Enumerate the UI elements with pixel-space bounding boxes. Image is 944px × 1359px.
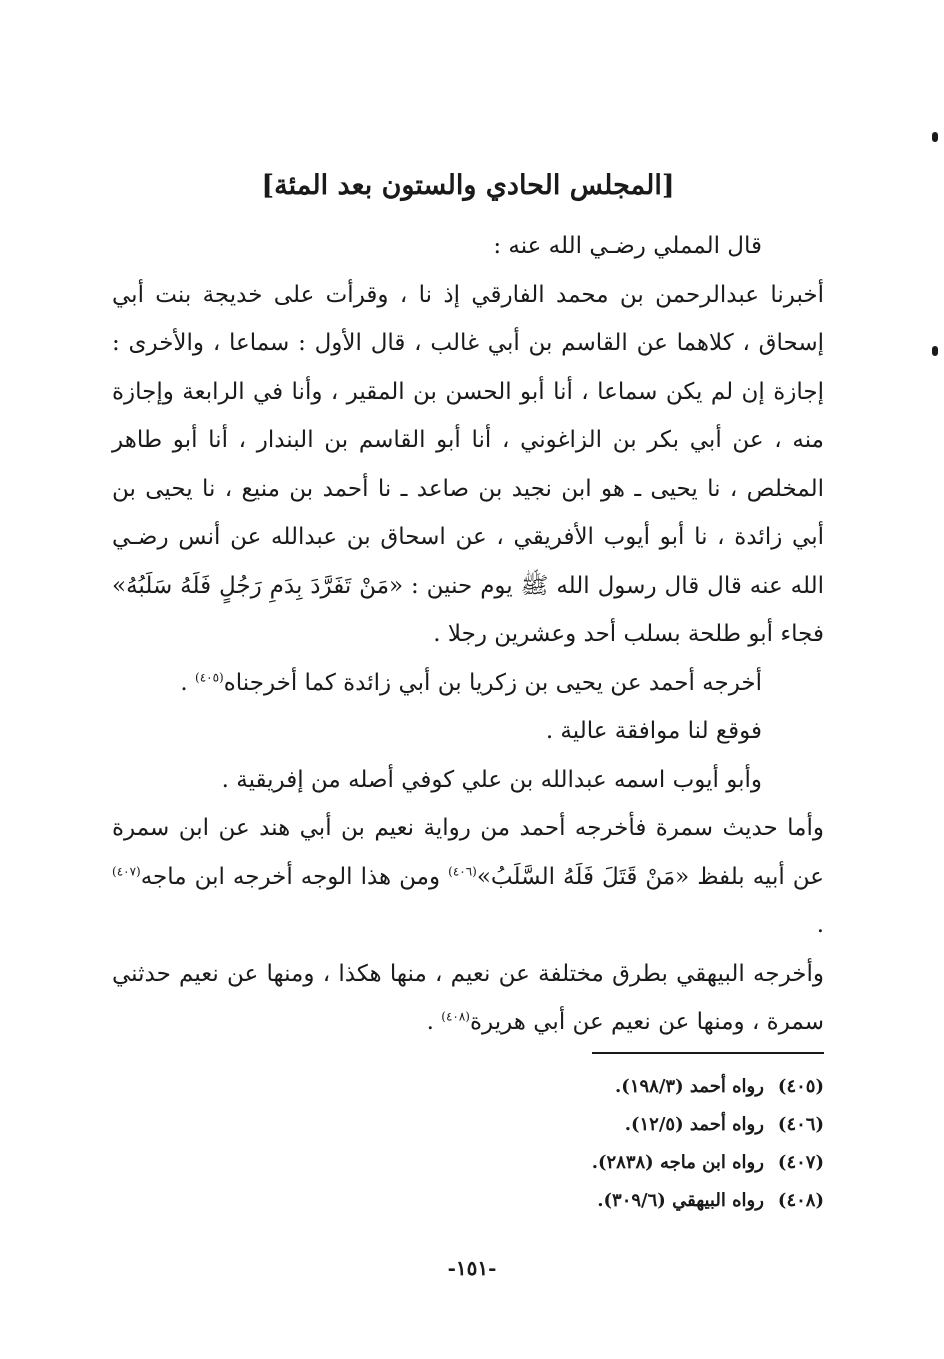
paragraph-takhrij: أخرجه أحمد عن يحيى بن زكريا بن أبي زائدة كما أخرجناه$^{(٤٠٥)}$ . [180, 669, 762, 696]
footnotes [112, 1068, 824, 1220]
footnote-number: (٤٠٥) [777, 1076, 824, 1097]
page-number: -١٥١- [447, 1256, 497, 1280]
scan-mark [932, 132, 938, 142]
paragraph-intro: قال المملي رضـي الله عنه : [493, 233, 762, 259]
footnote-number: (٤٠٧) [777, 1152, 824, 1173]
footnote-number: (٤٠٦) [777, 1114, 824, 1135]
paragraph-muwafaqa: فوقع لنا موافقة عالية . [545, 718, 762, 744]
paragraph-bayhaqi: وأخرجه البيهقي بطرق مختلفة عن نعيم ، منها هكذا ، ومنها عن نعيم حدثني سمرة ، ومنها عن نعيم عن أبي هريرة$^{(٤٠٨)}$ . [112, 960, 824, 1035]
scan-mark [932, 346, 938, 356]
footnote-text: رواه ابن ماجه (٢٨٣٨). [591, 1152, 764, 1173]
paragraph-samura-text-2: ومن هذا الوجه أخرجه ابن ماجه [140, 863, 441, 890]
footnote-406 [112, 1106, 824, 1144]
paragraph-isnad: أخبرنا عبدالرحمن بن محمد الفارقي إذ نا ، وقرأت على خديجة بنت أبي إسحاق ، كلاهما عن القاسم بن أبي غالب ، قال الأول : سماعا ، والأخرى : إجازة إن لم يكن سماعا ، أنا أبو الحسن بن المقير ، وأنا في الرابعة وإجازة منه ، عن أبي بكر بن الزاغوني ، أنا أبو القاسم بن البندار ، أنا أبو طاهر المخلص ، نا يحيى ـ هو ابن نجيد بن صاعد ـ نا أحمد بن منيع ، نا يحيى بن أبي زائدة ، نا أبو أيوب الأفريقي ، عن اسحاق بن عبدالله عن أنس رضـي الله عنه قال قال رسول الله ﷺ يوم حنين : «مَنْ تَفَرَّدَ بِدَمِ رَجُلٍ فَلَهُ سَلَبُهُ» فجاء أبو طلحة بسلب أحد وعشرين رجلا . [112, 281, 824, 647]
footnote-ref-407[interactable]: (٤٠٧) [112, 863, 141, 878]
footnote-divider [592, 1052, 824, 1054]
footnote-407 [112, 1144, 824, 1182]
chapter-title: [المجلس الحادي والستون بعد المئة] [261, 170, 675, 201]
footnote-text: رواه أحمد (١٢/٥). [624, 1114, 764, 1135]
paragraph-samura: وأما حديث سمرة فأخرجه أحمد من رواية نعيم بن أبي هند عن ابن سمرة عن أبيه بلفظ «مَنْ قَتَلَ فَلَهُ السَّلَبُ»$^{(٤٠٦)}$ ومن هذا الوجه أخرجه ابن ماجه$^{(٤٠٧)}$ . [112, 815, 825, 938]
footnote-text: رواه البيهقي (٣٠٩/٦). [597, 1190, 764, 1211]
footnote-408 [112, 1182, 824, 1220]
main-text [112, 222, 824, 1047]
paragraph-takhrij-text: أخرجه أحمد عن يحيى بن زكريا بن أبي زائدة كما أخرجناه [223, 669, 762, 696]
paragraph-samura-text: وأما حديث سمرة فأخرجه أحمد من رواية نعيم بن أبي هند عن ابن سمرة عن أبيه بلفظ «مَنْ قَتَلَ فَلَهُ السَّلَبُ» [112, 815, 825, 890]
footnote-ref-408[interactable]: (٤٠٨) [441, 1009, 470, 1024]
footnote-text: رواه أحمد (١٩٨/٣). [615, 1076, 764, 1097]
footnote-ref-405[interactable]: (٤٠٥) [195, 669, 224, 684]
footnote-405 [112, 1068, 824, 1106]
paragraph-abu-ayyub: وأبو أيوب اسمه عبدالله بن علي كوفي أصله من إفريقية . [221, 766, 762, 793]
footnote-ref-406[interactable]: (٤٠٦) [448, 863, 477, 878]
paragraph-bayhaqi-text: وأخرجه البيهقي بطرق مختلفة عن نعيم ، منها هكذا ، ومنها عن نعيم حدثني سمرة ، ومنها عن نعيم عن أبي هريرة [112, 960, 824, 1035]
footnote-number: (٤٠٨) [777, 1190, 824, 1211]
